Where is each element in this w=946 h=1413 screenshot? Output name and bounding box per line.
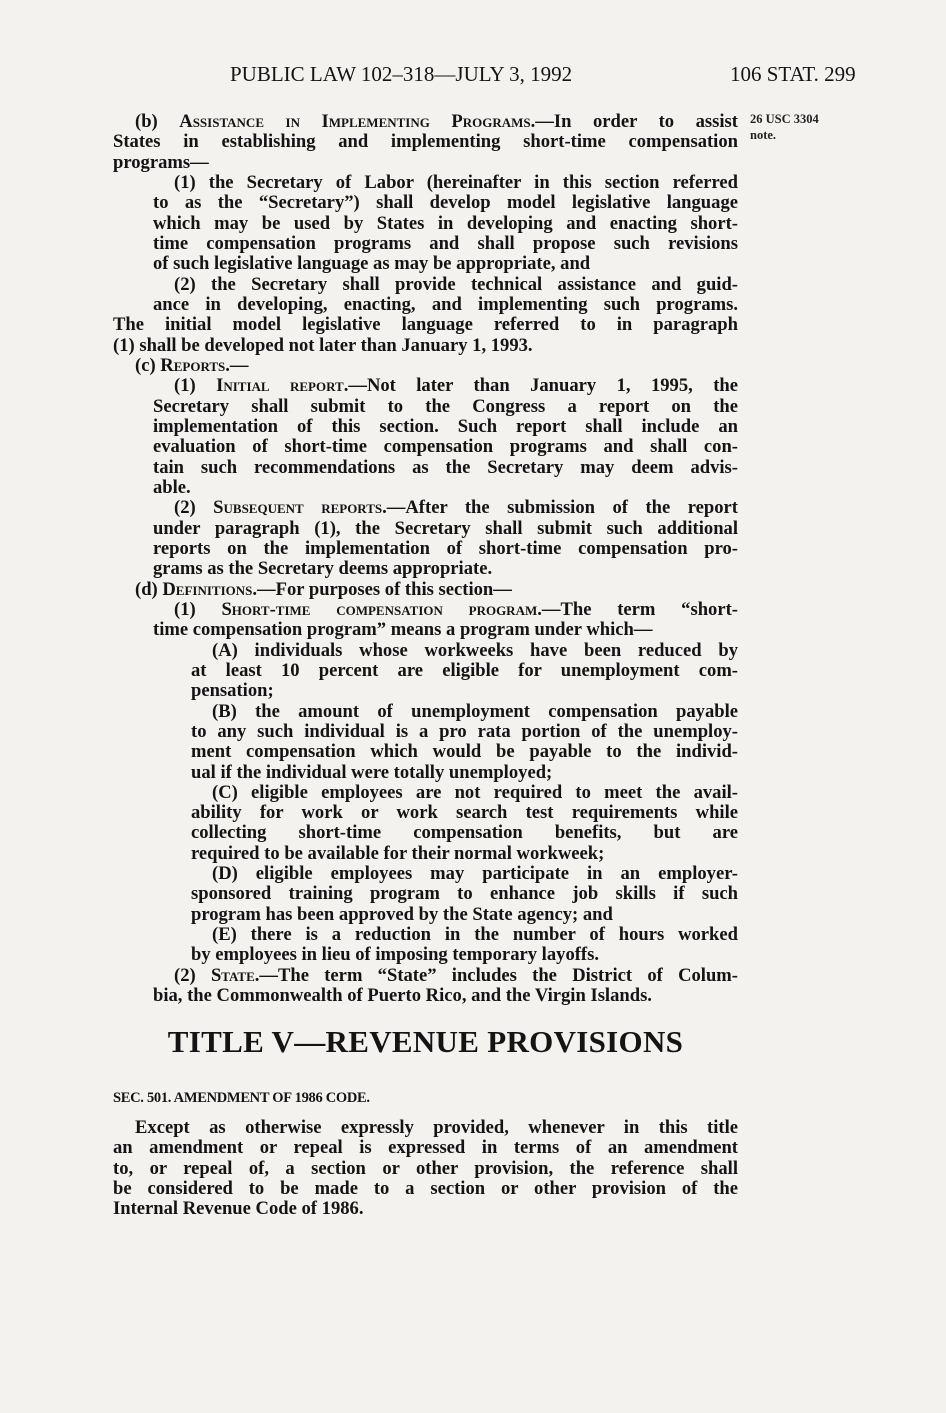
paragraph-heading: Definitions	[162, 578, 253, 600]
text-line: Except as otherwise expressly provided, whenever in this title	[135, 1117, 738, 1138]
text-line: ual if the individual were totally unemployed;	[191, 761, 553, 783]
text-line	[113, 112, 738, 132]
text-fragment: (2)	[174, 497, 214, 519]
text-fragment: .—For purposes of this section—	[252, 578, 512, 600]
title-heading: TITLE V—REVENUE PROVISIONS	[167, 1024, 684, 1059]
text-line: by employees in lieu of imposing temporary layoffs.	[191, 944, 600, 966]
text-line: Secretary shall submit to the Congress a report on the	[153, 395, 738, 417]
section-heading: SEC. 501. AMENDMENT OF 1986 CODE.	[113, 1090, 370, 1106]
text-line: grams as the Secretary deems appropriate.	[153, 558, 493, 580]
text-fragment: .—In order to assist	[530, 111, 738, 132]
margin-note-label: note.	[750, 128, 777, 142]
text-line: required to be available for their normal workweek;	[191, 842, 605, 864]
text-line	[113, 580, 738, 600]
text-fragment: (d)	[135, 578, 163, 600]
margin-note-citation: 26 USC 3304	[750, 112, 819, 126]
text-line: to any such individual is a pro rata portion of the unemploy-	[191, 720, 738, 742]
paragraph-heading: State	[210, 964, 255, 986]
text-line: (D) eligible employees may participate in an employer-	[212, 863, 738, 885]
text-line: evaluation of short-time compensation programs and shall con-	[153, 436, 738, 458]
text-line: pensation;	[191, 680, 274, 702]
text-line: be considered to be made to a section or other provision of the	[113, 1177, 738, 1199]
text-fragment: .—The term “short-	[537, 598, 738, 620]
text-line: able.	[153, 476, 191, 498]
text-line: under paragraph (1), the Secretary shall submit such additional	[153, 517, 738, 539]
section-text	[113, 112, 738, 1006]
text-line: at least 10 percent are eligible for unemployment com-	[191, 659, 738, 681]
text-fragment: (1)	[174, 375, 217, 397]
text-line: (1) the Secretary of Labor (hereinafter in this section referred	[174, 171, 738, 193]
running-header-page: 106 STAT. 299	[730, 62, 856, 86]
text-line: time compensation program” means a program under which—	[153, 619, 653, 641]
text-line	[113, 376, 738, 396]
text-line: of such legislative language as may be appropriate, and	[153, 253, 591, 275]
text-line: an amendment or repeal is expressed in terms of an amendment	[113, 1137, 738, 1159]
text-fragment: .—The term “State” includes the District of Colum-	[254, 964, 738, 986]
text-line: implementation of this section. Such report shall include an	[153, 415, 738, 437]
text-fragment: .—Not later than January 1, 1995, the	[343, 375, 738, 397]
text-line: (A) individuals whose workweeks have been reduced by	[212, 639, 738, 661]
text-line: programs—	[113, 151, 209, 173]
text-line: time compensation programs and shall propose such revisions	[153, 232, 738, 254]
text-line: States in establishing and implementing short-time compensation	[113, 131, 738, 153]
section-501-text	[113, 1118, 738, 1220]
text-fragment: .—	[225, 354, 249, 376]
text-line	[113, 498, 738, 518]
text-line: (2) the Secretary shall provide technical assistance and guid-	[174, 273, 738, 295]
text-line: (1) shall be developed not later than January 1, 1993.	[113, 334, 533, 356]
text-line: to as the “Secretary”) shall develop model legislative language	[153, 192, 738, 214]
text-fragment: (c)	[135, 354, 161, 376]
text-line: The initial model legislative language referred to in paragraph	[113, 314, 738, 336]
text-line: which may be used by States in developing and enacting short-	[153, 212, 738, 234]
text-line	[113, 966, 738, 986]
text-line: ance in developing, enacting, and implementing such programs.	[153, 293, 738, 315]
paragraph-heading: Initial report	[216, 375, 344, 397]
text-fragment: (2)	[174, 964, 211, 986]
text-line: tain such recommendations as the Secretary may deem advis-	[153, 456, 738, 478]
text-line: (C) eligible employees are not required to meet the avail-	[212, 781, 738, 803]
text-line	[113, 356, 738, 376]
text-line	[113, 600, 738, 620]
text-line: ability for work or work search test requirements while	[191, 802, 738, 824]
text-line: reports on the implementation of short-time compensation pro-	[153, 537, 738, 559]
text-line: to, or repeal of, a section or other provision, the reference shall	[113, 1157, 738, 1179]
text-line: bia, the Commonwealth of Puerto Rico, and the Virgin Islands.	[153, 985, 652, 1007]
running-header-title: PUBLIC LAW 102–318—JULY 3, 1992	[230, 62, 573, 86]
text-line: collecting short-time compensation benefits, but are	[191, 822, 738, 844]
paragraph-heading: Assistance in Implementing Programs	[179, 111, 531, 132]
text-fragment: (1)	[174, 598, 222, 620]
text-line: sponsored training program to enhance job skills if such	[191, 883, 738, 905]
text-fragment: (b)	[135, 111, 180, 132]
text-line: program has been approved by the State agency; and	[191, 903, 613, 925]
text-line: (E) there is a reduction in the number of hours worked	[212, 924, 738, 946]
paragraph-heading: Subsequent reports	[213, 497, 383, 519]
text-line: ment compensation which would be payable to the individ-	[191, 741, 738, 763]
text-fragment: .—After the submission of the report	[382, 497, 738, 519]
paragraph-heading: Short-time compensation program	[221, 598, 538, 620]
text-line: Internal Revenue Code of 1986.	[113, 1198, 364, 1220]
paragraph-heading: Reports	[160, 354, 226, 376]
text-line: (B) the amount of unemployment compensation payable	[212, 700, 738, 722]
